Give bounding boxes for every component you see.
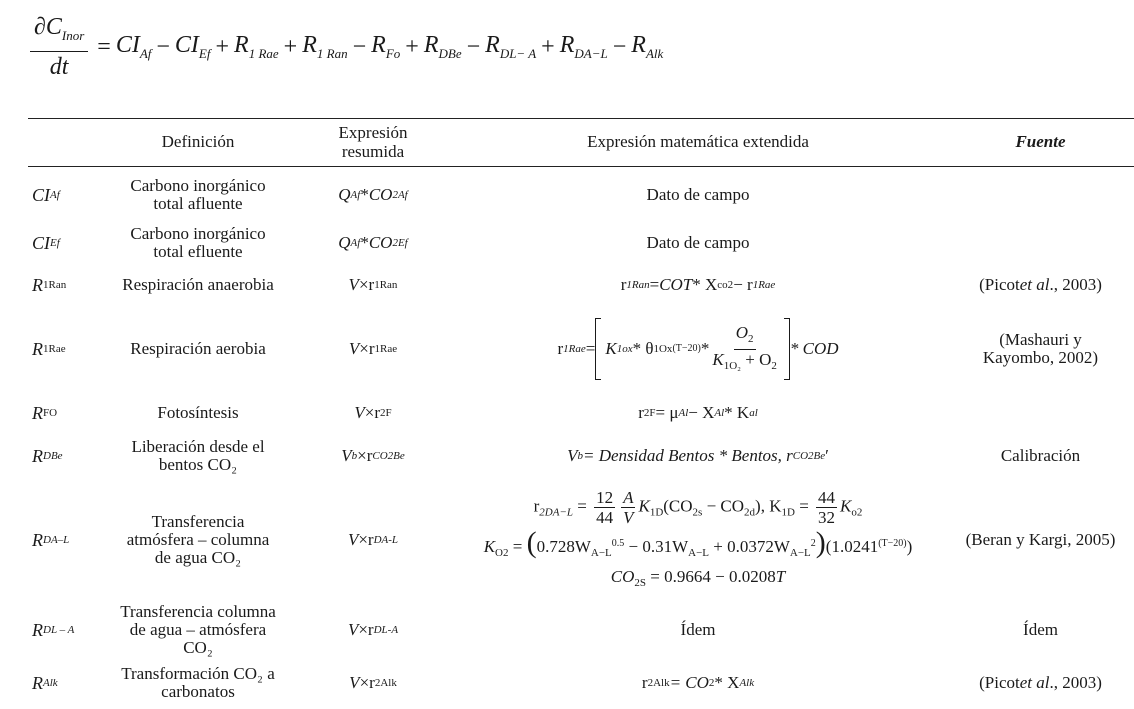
row-6-definition: Transferencia atmósfera – columna de agua CO₂ [126, 512, 270, 567]
row-2-definition: Respiración anaerobia [122, 275, 274, 294]
row-5-symbol: R DBe [32, 446, 63, 466]
row-2-source: (Picot et al ., 2003) [979, 275, 1102, 294]
row-4-source [958, 398, 1123, 428]
lhs-numerator-sub: Inor [61, 28, 85, 43]
row-8-extended: r 2Alk = CO 2 * X Alk [641, 673, 755, 692]
row-6-line-1: $r_{2DA-L}$ = $\frac{12}{44}$ $\frac{A}{V}$ $K_{1D}(CO_{2s} - CO_{2d})$, $K_{1D}$ = $\frac{44}{32}$ $K_{o2}$ [533, 488, 863, 527]
eq-op-4: − [352, 33, 367, 60]
row-6-extended [448, 482, 948, 598]
eq-op-6: − [466, 33, 481, 60]
table-header-rule [28, 166, 1134, 167]
header-extended: Expresión matemática extendida [587, 132, 809, 151]
row-4-symbol: R FO [32, 403, 58, 423]
eq-op-3: + [283, 33, 298, 60]
row-4-definition: Fotosíntesis [157, 403, 239, 422]
row-4-summary: V × r 2F [354, 403, 392, 422]
row-0-source [958, 176, 1123, 214]
eq-op-2: + [215, 33, 230, 60]
row-5-extended: V b = Densidad Bentos * Bentos, r CO2Be ′ [567, 446, 829, 465]
row-6-symbol: R DA–L [32, 530, 70, 550]
row-7-symbol: R DL – A [32, 620, 75, 640]
row-1-extended: Dato de campo [646, 233, 750, 252]
row-5-definition: Liberación desde el bentos CO₂ [131, 437, 265, 474]
row-1-symbol: CI Ef [32, 233, 60, 253]
header-definition: Definición [161, 132, 235, 151]
eq-term-3: $R_{1 Ran}$ [302, 32, 348, 61]
eq-term-1: $CI_{Ef}$ [174, 32, 211, 61]
row-6-line-2: $K_{O2} = (0.728W_{A-L}^{0.5} - 0.31W_{A-L} + 0.0372W_{A-L}^2)(1.0241^{(T-20)})$ [483, 526, 913, 559]
row-8-symbol: R Alk [32, 673, 58, 693]
row-1-source [958, 224, 1123, 262]
eq-op-7: + [541, 33, 555, 60]
equals-sign: = [97, 33, 111, 60]
row-2-symbol: R 1Ran [32, 275, 67, 295]
row-8-summary: V × r 2Alk [349, 673, 397, 692]
row-0-symbol: CI Af [32, 185, 60, 205]
lhs-fraction [30, 14, 88, 80]
header-summary: Expresión resumida [338, 123, 408, 161]
lhs-numerator: ∂C [34, 14, 62, 40]
row-6-summary: V × r DA-L [347, 530, 399, 549]
row-0-definition: Carbono inorgánico total afluente [130, 176, 266, 213]
header-source: Fuente [1015, 132, 1066, 151]
row-5-summary: V b × r CO2Be [341, 446, 405, 465]
row-3-symbol: R 1Rae [32, 339, 66, 359]
eq-term-7: $R_{DA-L}$ [559, 32, 608, 61]
eq-term-0: $CI_{Af}$ [115, 32, 152, 61]
row-0-summary: Q Af * CO 2Af [338, 185, 408, 204]
row-7-summary: V × r DL-A [347, 620, 399, 639]
row-8-source: (Picot et al ., 2003) [979, 673, 1102, 692]
eq-term-6: $R_{DL- A}$ [485, 32, 537, 61]
row-8-definition: Transformación CO₂ a carbonatos [121, 664, 275, 701]
row-6-line-3: $CO_{2S} = 0.9664 - 0.0208T$ [610, 567, 786, 589]
eq-term-8: $R_{Alk}$ [631, 32, 664, 61]
row-7-extended: Ídem [680, 620, 716, 639]
eq-term-2: $R_{1 Rae}$ [234, 32, 279, 61]
eq-op-8: − [612, 33, 627, 60]
row-4-extended: r 2F = μ Al − X Al * K al [638, 403, 758, 422]
row-7-source: Ídem [1023, 620, 1058, 639]
row-3-definition: Respiración aerobia [130, 339, 266, 358]
eq-op-5: + [405, 33, 419, 60]
row-2-summary: V × r 1Ran [348, 275, 398, 294]
mass-balance-equation [30, 16, 663, 78]
eq-term-5: $R_{DBe}$ [423, 32, 462, 61]
eq-op-1: − [156, 33, 170, 60]
row-3-summary: V × r 1Rae [348, 339, 398, 358]
row-1-definition: Carbono inorgánico total efluente [130, 224, 266, 261]
row-5-source: Calibración [1000, 446, 1081, 465]
row-3-bracket: K 1ox * θ 1Ox (T−20) * $O_2$ $K_{1O_2} + O_2$ [595, 318, 790, 380]
row-3-extended: r 1Rae = K 1ox * θ 1Ox (T−20) * $O_2$ $K_{1O_2} + O_2$ * COD [448, 316, 948, 382]
row-6-source: (Beran y Kargi, 2005) [965, 530, 1116, 549]
row-1-summary: Q Af * CO 2Ef [338, 233, 408, 252]
processes-table [28, 118, 1134, 709]
eq-term-4: $R_{Fo}$ [371, 32, 401, 61]
row-2-extended: r 1Ran = COT * X co2 − r 1Rae [620, 275, 776, 294]
row-7-definition: Transferencia columna de agua – atmósfera CO₂ [120, 602, 276, 657]
lhs-denominator: dt [49, 54, 69, 80]
row-3-source: (Mashauri y Kayombo, 2002) [982, 330, 1099, 367]
row-0-extended: Dato de campo [646, 185, 750, 204]
